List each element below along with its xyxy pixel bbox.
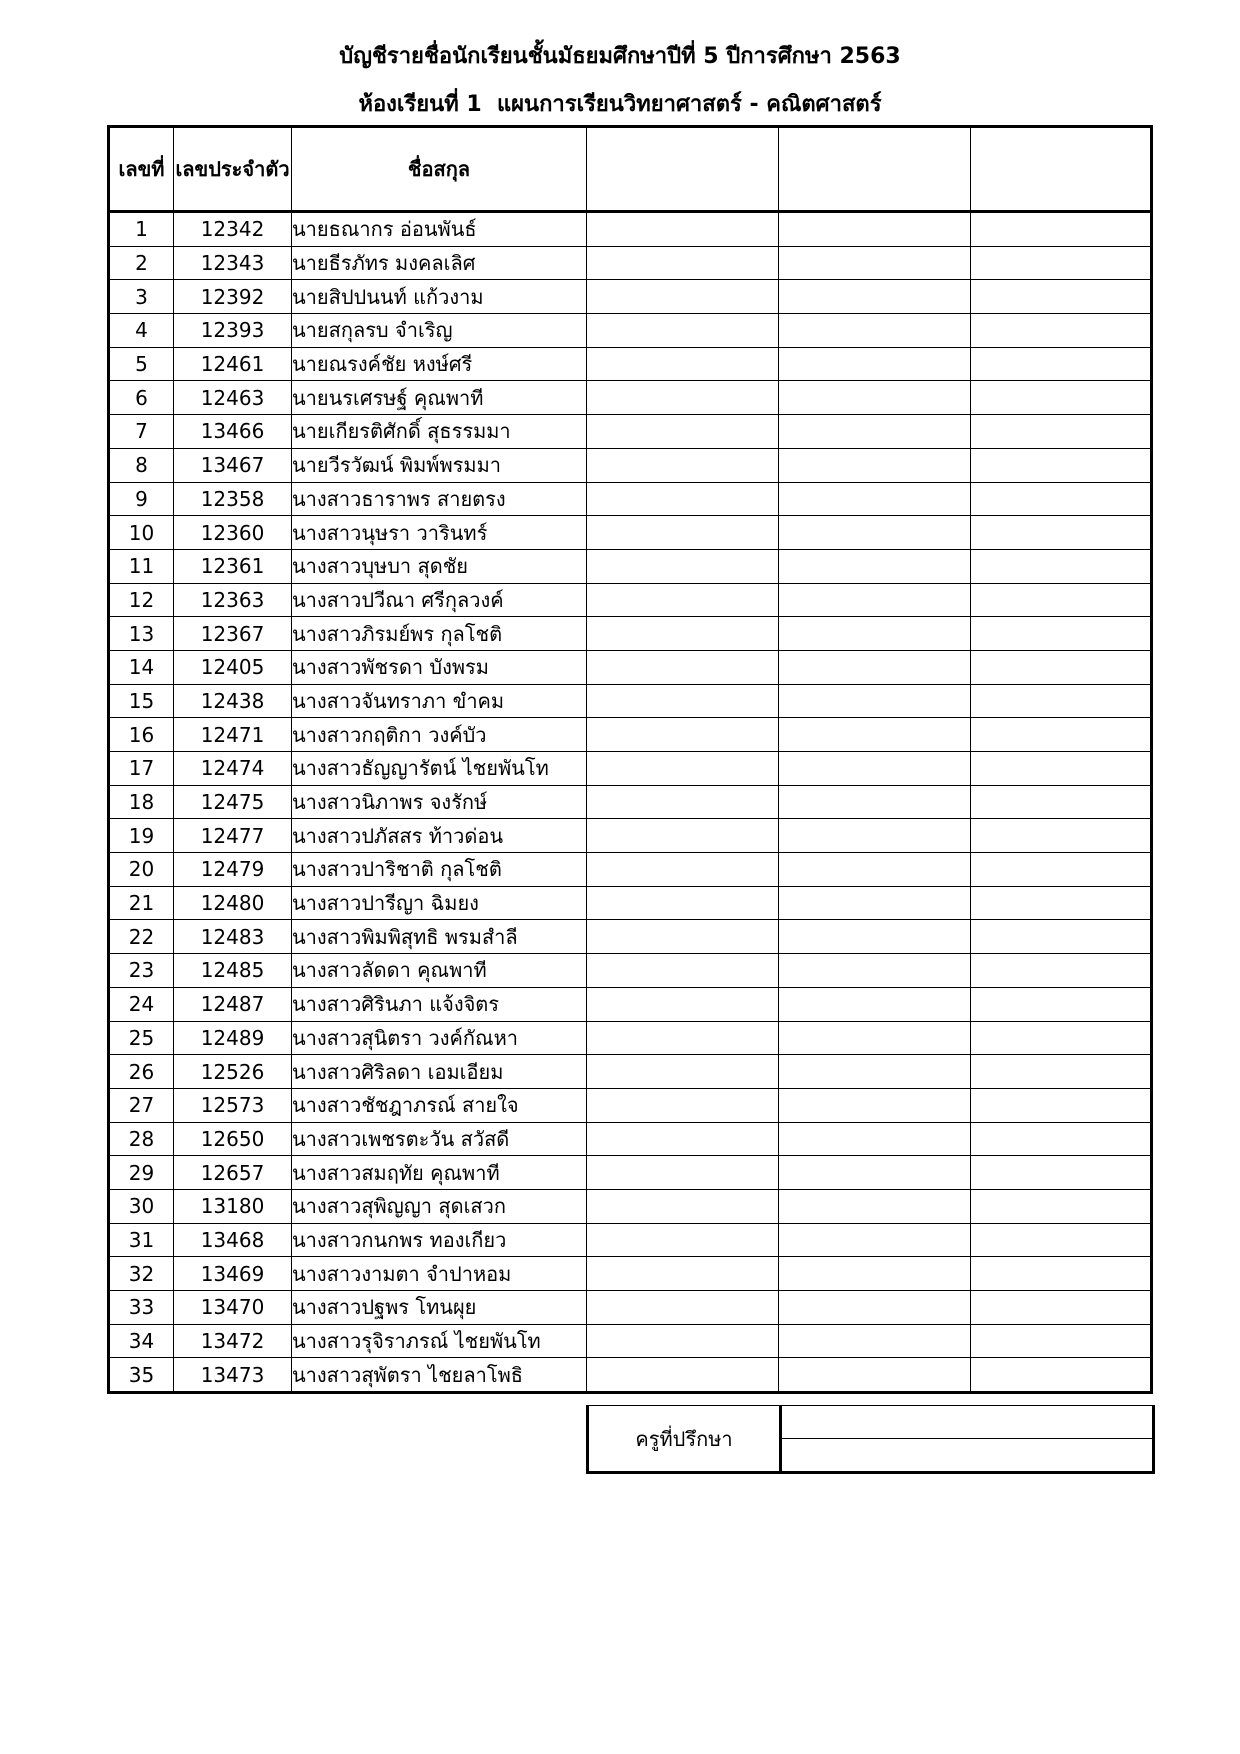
table-row bbox=[109, 886, 1152, 920]
cell-blank bbox=[587, 785, 779, 819]
table-row bbox=[109, 212, 1152, 247]
cell-blank bbox=[971, 549, 1152, 583]
cell-blank bbox=[971, 617, 1152, 651]
cell-name: นางสาวลัดดา คุณพาที bbox=[292, 954, 587, 988]
cell-blank bbox=[971, 1189, 1152, 1223]
header-row bbox=[109, 127, 1152, 212]
column-header-blank-1 bbox=[587, 127, 779, 212]
cell-blank bbox=[971, 987, 1152, 1021]
cell-student-id: 13473 bbox=[174, 1358, 292, 1393]
cell-blank bbox=[587, 954, 779, 988]
cell-name: นางสาวบุษบา สุดชัย bbox=[292, 549, 587, 583]
cell-blank bbox=[779, 1021, 971, 1055]
cell-blank bbox=[587, 853, 779, 887]
cell-blank bbox=[971, 718, 1152, 752]
cell-blank bbox=[971, 347, 1152, 381]
column-header-blank-3 bbox=[971, 127, 1152, 212]
table-row bbox=[109, 954, 1152, 988]
cell-number: 17 bbox=[109, 752, 174, 786]
table-row bbox=[109, 381, 1152, 415]
cell-student-id: 12363 bbox=[174, 583, 292, 617]
table-row bbox=[109, 920, 1152, 954]
cell-student-id: 12487 bbox=[174, 987, 292, 1021]
table-row bbox=[109, 617, 1152, 651]
cell-number: 22 bbox=[109, 920, 174, 954]
cell-number: 29 bbox=[109, 1156, 174, 1190]
cell-blank bbox=[587, 246, 779, 280]
cell-blank bbox=[971, 650, 1152, 684]
cell-number: 35 bbox=[109, 1358, 174, 1393]
cell-name: นายสิปปนนท์ แก้วงาม bbox=[292, 280, 587, 314]
cell-number: 9 bbox=[109, 482, 174, 516]
cell-name: นางสาวงามตา จำปาหอม bbox=[292, 1257, 587, 1291]
cell-name: นางสาวสุพิญญา สุดเสวก bbox=[292, 1189, 587, 1223]
cell-number: 5 bbox=[109, 347, 174, 381]
cell-blank bbox=[779, 684, 971, 718]
cell-blank bbox=[779, 583, 971, 617]
cell-number: 6 bbox=[109, 381, 174, 415]
cell-student-id: 12477 bbox=[174, 819, 292, 853]
cell-name: นายธณากร อ่อนพันธ์ bbox=[292, 212, 587, 247]
table-row bbox=[109, 583, 1152, 617]
cell-number: 12 bbox=[109, 583, 174, 617]
cell-blank bbox=[971, 1055, 1152, 1089]
cell-name: นางสาวพัชรดา บังพรม bbox=[292, 650, 587, 684]
cell-number: 4 bbox=[109, 314, 174, 348]
cell-blank bbox=[779, 1257, 971, 1291]
cell-name: นางสาวชัชฎาภรณ์ สายใจ bbox=[292, 1088, 587, 1122]
cell-name: นางสาวปารีญา ฉิมยง bbox=[292, 886, 587, 920]
column-header-name: ชื่อสกุล bbox=[292, 127, 587, 212]
cell-number: 14 bbox=[109, 650, 174, 684]
cell-blank bbox=[779, 1189, 971, 1223]
table-row bbox=[109, 549, 1152, 583]
cell-blank bbox=[587, 549, 779, 583]
cell-student-id: 13467 bbox=[174, 448, 292, 482]
cell-student-id: 13469 bbox=[174, 1257, 292, 1291]
table-row bbox=[109, 1055, 1152, 1089]
roster-body bbox=[109, 212, 1152, 1393]
cell-blank bbox=[779, 415, 971, 449]
column-header-blank-2 bbox=[779, 127, 971, 212]
cell-number: 13 bbox=[109, 617, 174, 651]
cell-student-id: 12471 bbox=[174, 718, 292, 752]
table-row bbox=[109, 280, 1152, 314]
cell-blank bbox=[587, 415, 779, 449]
cell-name: นายนรเศรษฐ์ คุณพาที bbox=[292, 381, 587, 415]
cell-blank bbox=[971, 1223, 1152, 1257]
cell-student-id: 13468 bbox=[174, 1223, 292, 1257]
cell-number: 31 bbox=[109, 1223, 174, 1257]
cell-blank bbox=[587, 381, 779, 415]
cell-blank bbox=[971, 516, 1152, 550]
table-row bbox=[109, 347, 1152, 381]
table-row bbox=[109, 1122, 1152, 1156]
cell-student-id: 12405 bbox=[174, 650, 292, 684]
cell-number: 34 bbox=[109, 1324, 174, 1358]
cell-number: 18 bbox=[109, 785, 174, 819]
cell-name: นางสาวปวีณา ศรีกุลวงค์ bbox=[292, 583, 587, 617]
cell-blank bbox=[971, 752, 1152, 786]
cell-blank bbox=[587, 1156, 779, 1190]
cell-blank bbox=[587, 1088, 779, 1122]
cell-blank bbox=[587, 212, 779, 247]
advisor-line-1 bbox=[781, 1406, 1154, 1439]
cell-blank bbox=[971, 853, 1152, 887]
cell-blank bbox=[971, 212, 1152, 247]
cell-blank bbox=[587, 347, 779, 381]
table-row bbox=[109, 1324, 1152, 1358]
cell-student-id: 12343 bbox=[174, 246, 292, 280]
cell-blank bbox=[971, 1257, 1152, 1291]
table-row bbox=[109, 448, 1152, 482]
cell-name: นางสาวปฐพร โทนผุย bbox=[292, 1291, 587, 1325]
table-row bbox=[109, 752, 1152, 786]
cell-student-id: 12367 bbox=[174, 617, 292, 651]
table-row bbox=[109, 1358, 1152, 1393]
cell-blank bbox=[779, 853, 971, 887]
cell-student-id: 12461 bbox=[174, 347, 292, 381]
table-row bbox=[109, 819, 1152, 853]
cell-number: 20 bbox=[109, 853, 174, 887]
cell-number: 28 bbox=[109, 1122, 174, 1156]
cell-blank bbox=[971, 1122, 1152, 1156]
cell-blank bbox=[779, 752, 971, 786]
cell-student-id: 12483 bbox=[174, 920, 292, 954]
cell-blank bbox=[971, 415, 1152, 449]
table-row bbox=[109, 987, 1152, 1021]
cell-blank bbox=[779, 1223, 971, 1257]
table-row bbox=[109, 785, 1152, 819]
cell-blank bbox=[587, 280, 779, 314]
cell-number: 16 bbox=[109, 718, 174, 752]
cell-blank bbox=[971, 280, 1152, 314]
cell-blank bbox=[779, 954, 971, 988]
cell-blank bbox=[779, 785, 971, 819]
document-subtitle: ห้องเรียนที่ 1 แผนการเรียนวิทยาศาสตร์ - คณิตศาสตร์ bbox=[358, 92, 882, 117]
cell-blank bbox=[587, 987, 779, 1021]
cell-name: นางสาวเพชรตะวัน สวัสดี bbox=[292, 1122, 587, 1156]
cell-blank bbox=[971, 785, 1152, 819]
cell-blank bbox=[971, 1156, 1152, 1190]
cell-blank bbox=[971, 448, 1152, 482]
cell-name: นางสาวรุจิราภรณ์ ไชยพันโท bbox=[292, 1324, 587, 1358]
cell-blank bbox=[971, 1324, 1152, 1358]
cell-number: 2 bbox=[109, 246, 174, 280]
cell-blank bbox=[779, 886, 971, 920]
cell-blank bbox=[779, 920, 971, 954]
cell-blank bbox=[971, 920, 1152, 954]
cell-student-id: 12475 bbox=[174, 785, 292, 819]
cell-student-id: 13472 bbox=[174, 1324, 292, 1358]
cell-blank bbox=[779, 381, 971, 415]
cell-blank bbox=[587, 314, 779, 348]
cell-blank bbox=[779, 617, 971, 651]
table-row bbox=[109, 718, 1152, 752]
cell-blank bbox=[779, 482, 971, 516]
cell-blank bbox=[587, 1324, 779, 1358]
student-roster-table bbox=[107, 125, 1153, 1394]
cell-student-id: 12438 bbox=[174, 684, 292, 718]
cell-blank bbox=[587, 886, 779, 920]
table-row bbox=[109, 1223, 1152, 1257]
cell-number: 25 bbox=[109, 1021, 174, 1055]
cell-number: 11 bbox=[109, 549, 174, 583]
cell-blank bbox=[971, 246, 1152, 280]
cell-student-id: 12480 bbox=[174, 886, 292, 920]
cell-number: 15 bbox=[109, 684, 174, 718]
cell-student-id: 13180 bbox=[174, 1189, 292, 1223]
cell-number: 10 bbox=[109, 516, 174, 550]
cell-blank bbox=[779, 987, 971, 1021]
cell-number: 3 bbox=[109, 280, 174, 314]
cell-blank bbox=[971, 381, 1152, 415]
table-row bbox=[109, 1156, 1152, 1190]
cell-blank bbox=[779, 819, 971, 853]
cell-name: นายณรงค์ชัย หงษ์ศรี bbox=[292, 347, 587, 381]
cell-student-id: 12573 bbox=[174, 1088, 292, 1122]
cell-name: นางสาวศิริลดา เอมเอียม bbox=[292, 1055, 587, 1089]
cell-name: นางสาวธาราพร สายตรง bbox=[292, 482, 587, 516]
cell-number: 19 bbox=[109, 819, 174, 853]
cell-name: นางสาวพิมพิสุทธิ พรมสำลี bbox=[292, 920, 587, 954]
cell-blank bbox=[779, 314, 971, 348]
advisor-line-2 bbox=[781, 1439, 1154, 1473]
cell-number: 21 bbox=[109, 886, 174, 920]
cell-blank bbox=[779, 1291, 971, 1325]
cell-blank bbox=[587, 684, 779, 718]
cell-name: นางสาวนุษรา วารินทร์ bbox=[292, 516, 587, 550]
cell-blank bbox=[971, 1088, 1152, 1122]
cell-name: นางสาวศิรินภา แจ้งจิตร bbox=[292, 987, 587, 1021]
cell-student-id: 12393 bbox=[174, 314, 292, 348]
cell-number: 7 bbox=[109, 415, 174, 449]
cell-blank bbox=[587, 1358, 779, 1393]
cell-student-id: 12526 bbox=[174, 1055, 292, 1089]
table-row bbox=[109, 1088, 1152, 1122]
cell-name: นายธีรภัทร มงคลเลิศ bbox=[292, 246, 587, 280]
cell-blank bbox=[779, 650, 971, 684]
cell-blank bbox=[587, 516, 779, 550]
cell-blank bbox=[587, 920, 779, 954]
cell-name: นางสาวสมฤทัย คุณพาที bbox=[292, 1156, 587, 1190]
cell-blank bbox=[779, 1055, 971, 1089]
cell-student-id: 12489 bbox=[174, 1021, 292, 1055]
cell-blank bbox=[587, 1122, 779, 1156]
cell-blank bbox=[779, 1156, 971, 1190]
table-row bbox=[109, 415, 1152, 449]
cell-blank bbox=[587, 718, 779, 752]
cell-blank bbox=[779, 448, 971, 482]
cell-number: 27 bbox=[109, 1088, 174, 1122]
table-row bbox=[109, 1189, 1152, 1223]
cell-blank bbox=[971, 1358, 1152, 1393]
table-row bbox=[109, 516, 1152, 550]
cell-student-id: 13470 bbox=[174, 1291, 292, 1325]
cell-blank bbox=[587, 583, 779, 617]
cell-blank bbox=[587, 1257, 779, 1291]
cell-student-id: 13466 bbox=[174, 415, 292, 449]
cell-name: นางสาวจันทราภา ขำคม bbox=[292, 684, 587, 718]
cell-blank bbox=[779, 280, 971, 314]
cell-student-id: 12358 bbox=[174, 482, 292, 516]
cell-blank bbox=[779, 1358, 971, 1393]
table-row bbox=[109, 1257, 1152, 1291]
column-header-student-id: เลขประจำตัว bbox=[174, 127, 292, 212]
cell-student-id: 12650 bbox=[174, 1122, 292, 1156]
cell-blank bbox=[587, 482, 779, 516]
cell-blank bbox=[971, 886, 1152, 920]
cell-name: นางสาวกนกพร ทองเกียว bbox=[292, 1223, 587, 1257]
advisor-label: ครูที่ปรึกษา bbox=[588, 1406, 781, 1473]
cell-name: นางสาวภิรมย์พร กุลโชติ bbox=[292, 617, 587, 651]
table-row bbox=[109, 1021, 1152, 1055]
cell-blank bbox=[779, 347, 971, 381]
cell-blank bbox=[971, 684, 1152, 718]
cell-blank bbox=[587, 1291, 779, 1325]
cell-name: นางสาวนิภาพร จงรักษ์ bbox=[292, 785, 587, 819]
cell-blank bbox=[971, 1291, 1152, 1325]
cell-name: นางสาวปาริชาติ กุลโชติ bbox=[292, 853, 587, 887]
cell-blank bbox=[779, 549, 971, 583]
cell-number: 26 bbox=[109, 1055, 174, 1089]
cell-blank bbox=[971, 954, 1152, 988]
cell-blank bbox=[587, 1189, 779, 1223]
cell-blank bbox=[587, 1021, 779, 1055]
cell-blank bbox=[779, 212, 971, 247]
cell-name: นางสาวกฤติกา วงค์บัว bbox=[292, 718, 587, 752]
table-row bbox=[109, 314, 1152, 348]
cell-blank bbox=[971, 314, 1152, 348]
cell-blank bbox=[779, 1088, 971, 1122]
cell-student-id: 12361 bbox=[174, 549, 292, 583]
cell-blank bbox=[971, 583, 1152, 617]
cell-name: นางสาวสุพัตรา ไชยลาโพธิ bbox=[292, 1358, 587, 1393]
cell-number: 30 bbox=[109, 1189, 174, 1223]
cell-blank bbox=[587, 819, 779, 853]
document-title: บัญชีรายชื่อนักเรียนชั้นมัธยมศึกษาปีที่ 5 ปีการศึกษา 2563 bbox=[339, 44, 901, 69]
table-row bbox=[109, 684, 1152, 718]
cell-student-id: 12392 bbox=[174, 280, 292, 314]
cell-student-id: 12360 bbox=[174, 516, 292, 550]
cell-student-id: 12342 bbox=[174, 212, 292, 247]
cell-name: นายสกุลรบ จำเริญ bbox=[292, 314, 587, 348]
cell-blank bbox=[587, 448, 779, 482]
cell-name: นางสาวสุนิตรา วงค์กัณหา bbox=[292, 1021, 587, 1055]
cell-blank bbox=[587, 752, 779, 786]
cell-number: 23 bbox=[109, 954, 174, 988]
cell-student-id: 12657 bbox=[174, 1156, 292, 1190]
cell-number: 1 bbox=[109, 212, 174, 247]
cell-blank bbox=[971, 819, 1152, 853]
cell-student-id: 12463 bbox=[174, 381, 292, 415]
cell-student-id: 12474 bbox=[174, 752, 292, 786]
column-header-number: เลขที่ bbox=[109, 127, 174, 212]
cell-blank bbox=[971, 482, 1152, 516]
cell-number: 24 bbox=[109, 987, 174, 1021]
table-row bbox=[109, 482, 1152, 516]
table-row bbox=[109, 853, 1152, 887]
table-row bbox=[109, 650, 1152, 684]
cell-name: นางสาวปภัสสร ท้าวด่อน bbox=[292, 819, 587, 853]
cell-name: นายเกียรติศักดิ์ สุธรรมมา bbox=[292, 415, 587, 449]
cell-blank bbox=[587, 1055, 779, 1089]
cell-blank bbox=[587, 1223, 779, 1257]
cell-blank bbox=[779, 516, 971, 550]
cell-blank bbox=[779, 718, 971, 752]
cell-blank bbox=[587, 650, 779, 684]
advisor-signature-box bbox=[586, 1405, 1155, 1474]
cell-student-id: 12479 bbox=[174, 853, 292, 887]
cell-number: 8 bbox=[109, 448, 174, 482]
cell-number: 33 bbox=[109, 1291, 174, 1325]
cell-blank bbox=[971, 1021, 1152, 1055]
cell-blank bbox=[779, 1122, 971, 1156]
cell-number: 32 bbox=[109, 1257, 174, 1291]
cell-blank bbox=[587, 617, 779, 651]
cell-blank bbox=[779, 1324, 971, 1358]
cell-name: นางสาวธัญญารัตน์ ไชยพันโท bbox=[292, 752, 587, 786]
table-row bbox=[109, 246, 1152, 280]
cell-blank bbox=[779, 246, 971, 280]
cell-student-id: 12485 bbox=[174, 954, 292, 988]
cell-name: นายวีรวัฒน์ พิมพ์พรมมา bbox=[292, 448, 587, 482]
table-row bbox=[109, 1291, 1152, 1325]
